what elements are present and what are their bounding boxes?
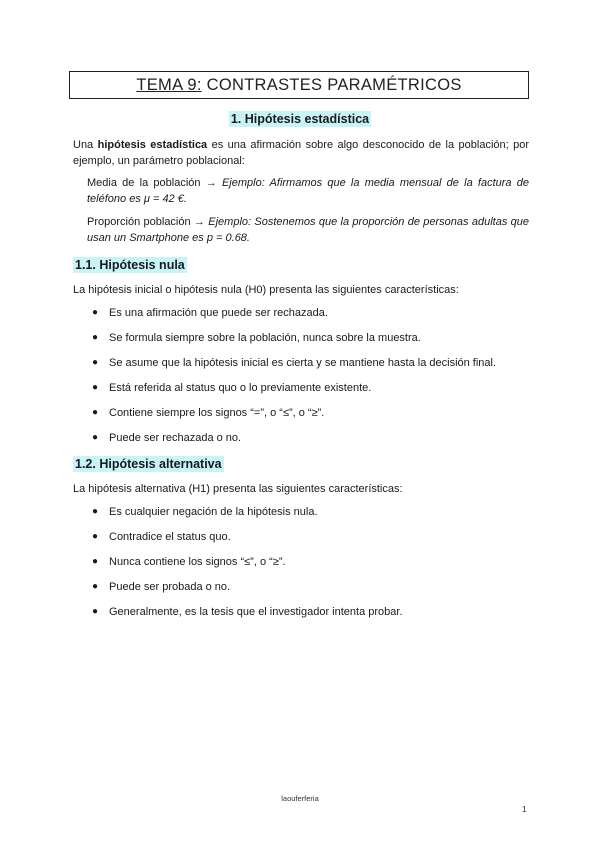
section-1-2-heading-wrap: [73, 455, 224, 473]
section-1-2-intro: La hipótesis alternativa (H1) presenta las siguientes características:: [73, 483, 403, 495]
list-item: ● Se formula siempre sobre la población, nunca sobre la muestra.: [92, 332, 421, 344]
section-1-1-intro: La hipótesis inicial o hipótesis nula (H0) presenta las siguientes características:: [73, 284, 459, 296]
bullet-icon: ●: [92, 357, 99, 368]
list-item: ● Contradice el status quo.: [92, 531, 231, 543]
bullet-icon: ●: [92, 332, 99, 343]
section-1-1-heading-wrap: [73, 256, 187, 274]
bullet-icon: ●: [92, 407, 99, 418]
list-item: ● Generalmente, es la tesis que el investigador intenta probar.: [92, 606, 403, 618]
bullet-icon: ●: [92, 556, 99, 567]
bullet-icon: ●: [92, 606, 99, 617]
title-prefix: TEMA 9:: [136, 75, 202, 94]
list-item: ● Es una afirmación que puede ser rechazada.: [92, 307, 328, 319]
intro-bold-term: hipótesis estadística: [97, 139, 208, 151]
list-item: ● Está referida al status quo o lo previamente existente.: [92, 382, 372, 394]
document-title: [69, 71, 529, 99]
title-rest: CONTRASTES PARAMÉTRICOS: [201, 75, 462, 94]
list-item: ● Se asume que la hipótesis inicial es cierta y se mantiene hasta la decisión final.: [92, 357, 497, 369]
section-1-1-heading: 1.1. Hipótesis nula: [75, 258, 185, 272]
section-1-2-heading: 1.2. Hipótesis alternativa: [75, 457, 222, 471]
page-number: 1: [522, 804, 527, 814]
section-1-intro: Una hipótesis estadística es una afirmación sobre algo desconocido de la población; por ejemplo, un parámetro poblacional:: [73, 139, 529, 167]
list-item: ● Contiene siempre los signos “=”, o “≤”, o “≥”.: [92, 407, 325, 419]
bullet-icon: ●: [92, 531, 99, 542]
list-item: ● Puede ser probada o no.: [92, 581, 231, 593]
section-1-heading: 1. Hipótesis estadística: [230, 112, 370, 126]
list-item: ● Nunca contiene los signos “≤”, o “≥”.: [92, 556, 286, 568]
bullet-icon: ●: [92, 382, 99, 393]
list-item: ● Es cualquier negación de la hipótesis nula.: [92, 506, 318, 518]
footer-author: laouferferia: [281, 794, 319, 803]
mu-symbol: μ: [143, 192, 150, 205]
bullet-icon: ●: [92, 432, 99, 443]
list-item: ● Puede ser rechazada o no.: [92, 432, 242, 444]
p-symbol: p: [206, 231, 213, 244]
example-proportion: Proporción población → Ejemplo: Sostenemos que la proporción de personas adultas que usan un Smartphone es p = 0.68.: [87, 216, 529, 244]
example-mean: Media de la población → Ejemplo: Afirmamos que la media mensual de la factura de teléfono es μ = 42 €.: [87, 177, 529, 205]
null-hypothesis-list: [92, 306, 532, 456]
alternative-hypothesis-list: [92, 505, 532, 630]
bullet-icon: ●: [92, 581, 99, 592]
bullet-icon: ●: [92, 506, 99, 517]
section-1-heading-wrap: [0, 110, 600, 128]
bullet-icon: ●: [92, 307, 99, 318]
